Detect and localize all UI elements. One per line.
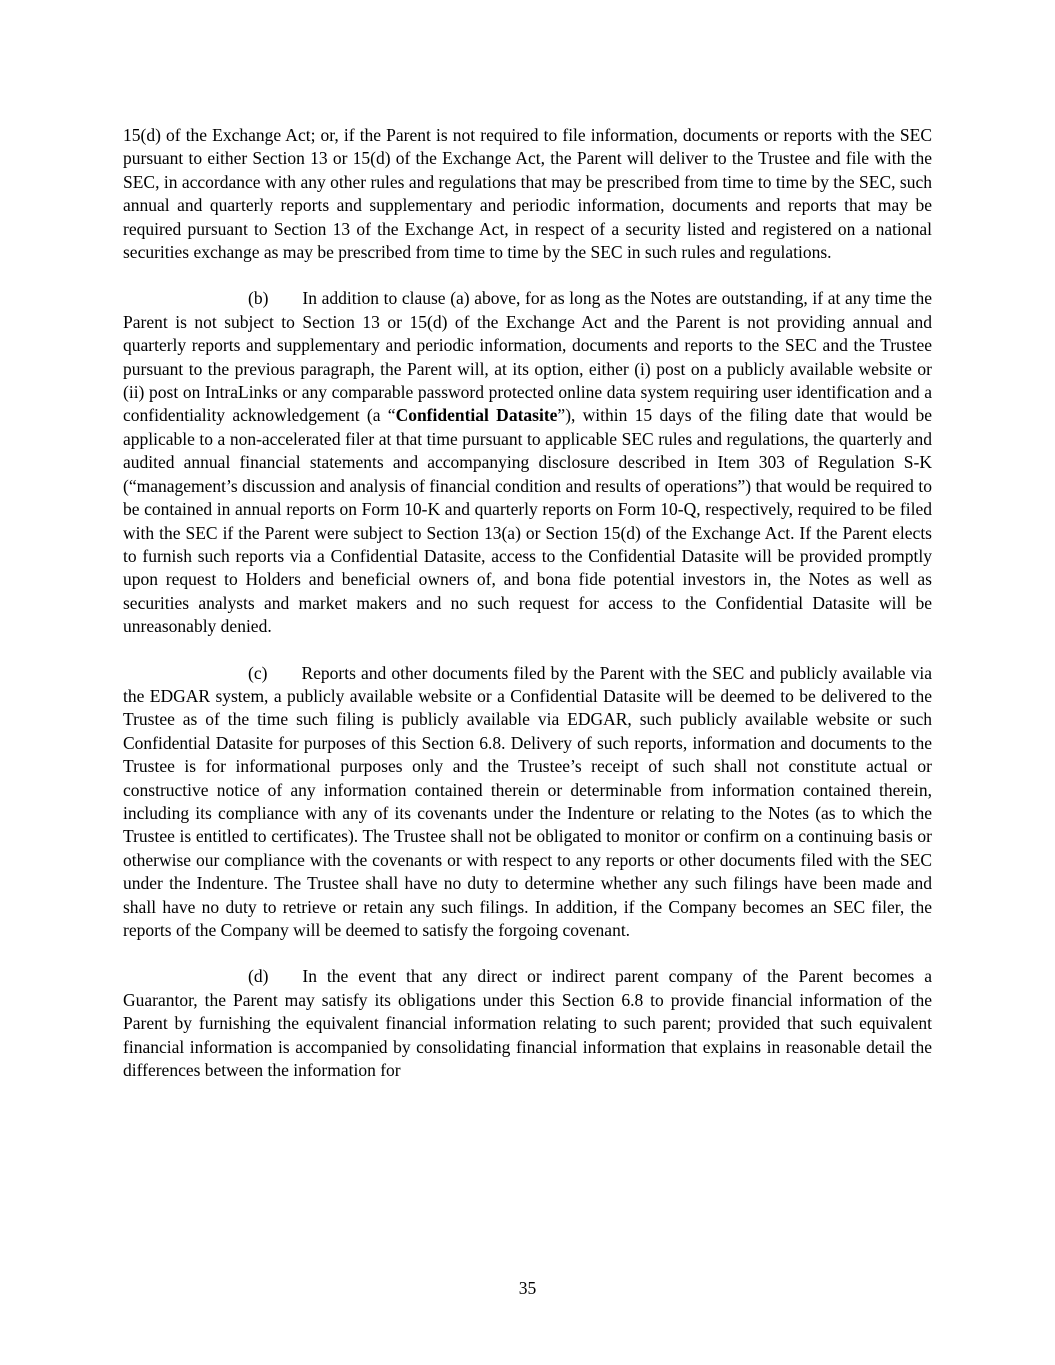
paragraph-d-label: (d) (248, 966, 269, 987)
paragraph-b-label: (b) (248, 288, 269, 309)
paragraph-d (123, 965, 932, 1082)
text-block (123, 124, 932, 1105)
paragraph-c-label: (c) (248, 662, 268, 683)
paragraph-b-text: In addition to clause (a) above, for as long as the Notes are outstanding, if at any time the Parent is not subject to Section 13 or 15(d) of the Exchange Act and the Parent is not providing annual and quarterly reports and supplementary and periodic information, documents and reports to the SEC and the Trustee pursuant to the previous paragraph, the Parent will, at its option, either (i) post on a publicly available website or (ii) post on IntraLinks or any comparable password protected online data system requiring user identification and a confidentiality acknowledgement (a “Confidential Datasite”), within 15 days of the filing date that would be applicable to a non-accelerated filer at that time pursuant to applicable SEC rules and regulations, the quarterly and audited annual financial statements and accompanying disclosure described in Item 303 of Regulation S-K (“management’s discussion and analysis of financial condition and results of operations”) that would be required to be contained in annual reports on Form 10-K and quarterly reports on Form 10-Q, respectively, required to be filed with the SEC if the Parent were subject to Section 13(a) or Section 15(d) of the Exchange Act. If the Parent elects to furnish such reports via a Confidential Datasite, access to the Confidential Datasite will be provided promptly upon request to Holders and beneficial owners of, and bona fide potential investors in, the Notes as well as securities analysts and market makers and no such request for access to the Confidential Datasite will be unreasonably denied. (123, 288, 932, 637)
paragraph-c (123, 662, 932, 943)
paragraph-c-text: Reports and other documents filed by the Parent with the SEC and publicly available via the EDGAR system, a publicly available website or a Confidential Datasite will be deemed to be delivered to the Trustee as of the time such filing is publicly available via EDGAR, such publicly available website or such Confidential Datasite for purposes of this Section 6.8. Delivery of such reports, information and documents to the Trustee is for informational purposes only and the Trustee’s receipt of such shall not constitute actual or constructive notice of any information contained therein or determinable from information contained therein, including its compliance with any of its covenants under the Indenture or relating to the Notes (as to which the Trustee is entitled to certificates). The Trustee shall not be obligated to monitor or confirm on a continuing basis or otherwise our compliance with the covenants or with respect to any reports or other documents filed with the SEC under the Indenture. The Trustee shall have no duty to determine whether any such filings have been made and shall have no duty to retrieve or retain any such filings. In addition, if the Company becomes an SEC filer, the reports of the Company will be deemed to satisfy the forgoing covenant. (123, 662, 932, 940)
paragraph-continuation: 15(d) of the Exchange Act; or, if the Parent is not required to file information, documents or reports with the SEC pursuant to either Section 13 or 15(d) of the Exchange Act, the Parent will deliver to the Trustee and file with the SEC, in accordance with any other rules and regulations that may be prescribed from time to time by the SEC, such annual and quarterly reports and supplementary and periodic information, documents and reports that may be required pursuant to Section 13 of the Exchange Act, in respect of a security listed and registered on a national securities exchange as may be prescribed from time to time by the SEC in such rules and regulations. (123, 125, 932, 263)
paragraph-d-text: In the event that any direct or indirect parent company of the Parent becomes a Guarantor, the Parent may satisfy its obligations under this Section 6.8 to provide financial information of the Parent by furnishing the equivalent financial information relating to such parent; provided that such equivalent financial information is accompanied by consolidating financial information that explains in reasonable detail the differences between the information for (123, 966, 932, 1081)
paragraph-b (123, 287, 932, 638)
page-number: 35 (518, 1278, 537, 1298)
